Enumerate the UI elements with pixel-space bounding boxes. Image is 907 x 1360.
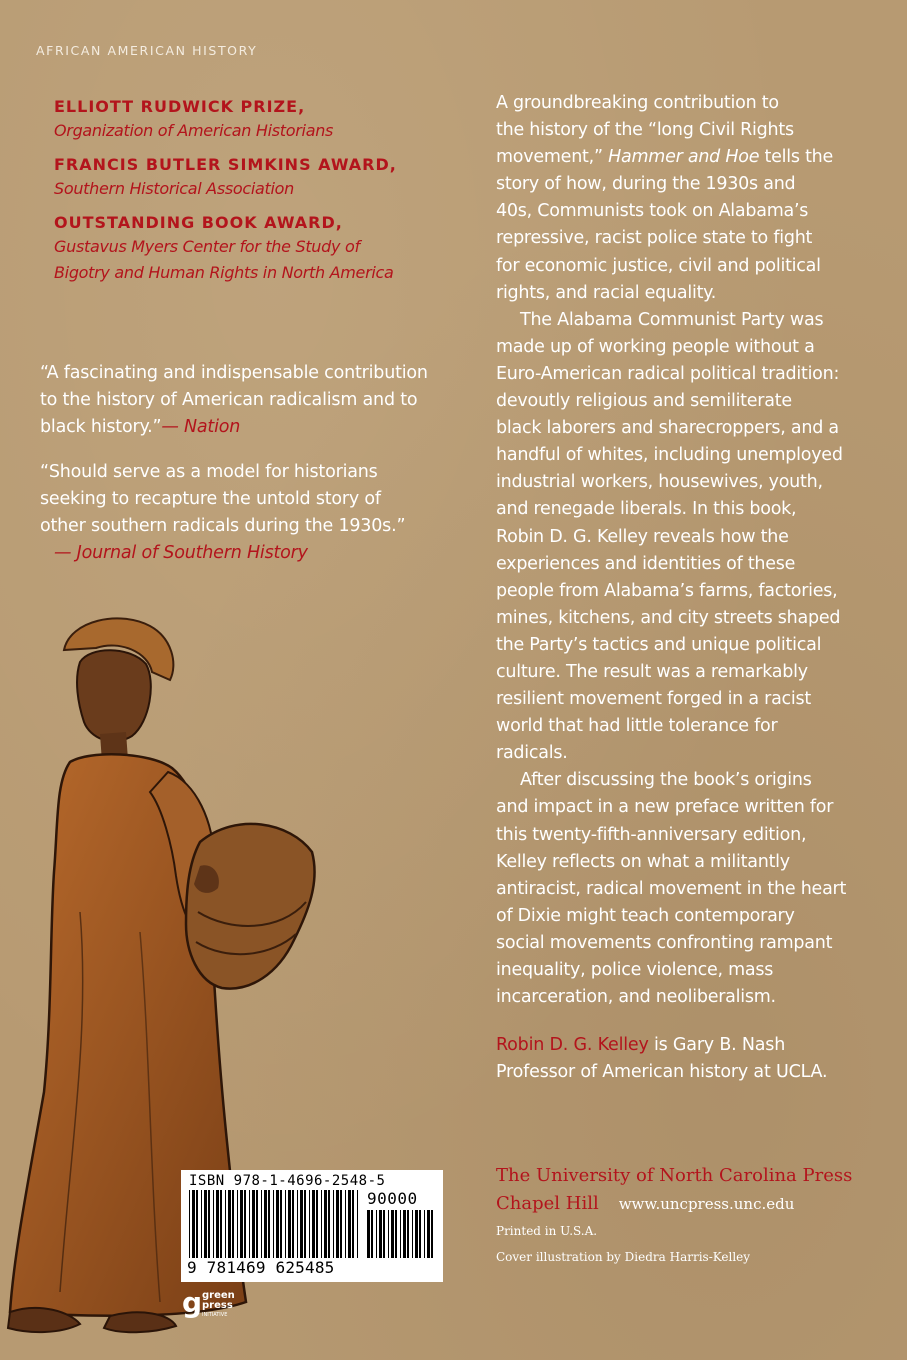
face-shape (77, 650, 151, 741)
logo-line: INITIATIVE (202, 1312, 228, 1318)
category-label: AFRICAN AMERICAN HISTORY (36, 43, 258, 58)
desc-line: The Alabama Communist Party was (520, 309, 824, 330)
desc-line: Robin D. G. Kelley reveals how the (496, 526, 789, 547)
award-item (54, 96, 454, 144)
desc-line: this twenty-fifth-anniversary edition, (496, 824, 807, 845)
book-description (496, 90, 868, 1011)
quote-line: seeking to recapture the untold story of (40, 489, 381, 509)
desc-line: of Dixie might teach contemporary (496, 905, 795, 926)
desc-line: tells the (759, 147, 834, 168)
desc-line: the Party’s tactics and unique political (496, 634, 822, 655)
publisher-url: www.uncpress.unc.edu (618, 1195, 795, 1213)
desc-line: repressive, racist police state to fight (496, 228, 813, 249)
award-organization: Organization of American Historians (54, 121, 334, 140)
logo-line: green (202, 1290, 235, 1301)
desc-line: and renegade liberals. In this book, (496, 499, 797, 520)
desc-line: inequality, police violence, mass (496, 960, 774, 980)
desc-line: culture. The result was a remarkably (496, 661, 808, 682)
desc-line: A groundbreaking contribution to (496, 93, 779, 113)
desc-line: industrial workers, housewives, youth, (496, 472, 823, 493)
desc-line: Kelley reflects on what a militantly (496, 851, 790, 872)
author-name: Robin D. G. Kelley (496, 1035, 649, 1055)
barcode-addon: 90000 (367, 1189, 418, 1208)
desc-line: social movements confronting rampant (496, 932, 833, 953)
review-quote (40, 459, 460, 567)
desc-line: story of how, during the 1930s and (496, 174, 796, 195)
desc-line: black laborers and sharecroppers, and a (496, 418, 839, 439)
desc-line: handful of whites, including unemployed (496, 445, 843, 466)
desc-line: mines, kitchens, and city streets shaped (496, 607, 841, 628)
award-name: OUTSTANDING BOOK AWARD, (54, 213, 343, 232)
description-paragraph (496, 307, 868, 768)
publisher-block (496, 1162, 886, 1270)
printed-note: Printed in U.S.A. (496, 1224, 598, 1238)
desc-line: world that had little tolerance for (496, 716, 778, 737)
award-organization: Southern Historical Association (54, 179, 294, 198)
desc-line: the history of the “long Civil Rights (496, 120, 794, 141)
quote-source: — Journal of Southern History (54, 543, 308, 563)
review-quotes (40, 360, 460, 585)
quote-line: other southern radicals during the 1930s.” (40, 516, 406, 536)
desc-line: experiences and identities of these (496, 553, 796, 574)
bio-text: is Gary B. Nash (648, 1035, 786, 1055)
desc-line: movement,” (496, 147, 609, 168)
desc-line: made up of working people without a (496, 336, 815, 357)
quote-source: — Nation (161, 417, 241, 437)
review-quote (40, 360, 460, 441)
desc-line: people from Alabama’s farms, factories, (496, 580, 838, 601)
green-press-logo (182, 1286, 262, 1320)
basket-shape (186, 824, 315, 989)
award-organization: Bigotry and Human Rights in North America (54, 263, 394, 282)
description-paragraph (496, 767, 868, 1011)
desc-line: incarceration, and neoliberalism. (496, 987, 776, 1008)
desc-line: and impact in a new preface written for (496, 797, 834, 818)
awards-list (54, 96, 454, 296)
desc-line: for economic justice, civil and political (496, 255, 821, 276)
logo-line: press (202, 1300, 233, 1311)
book-title: Hammer and Hoe (608, 147, 760, 168)
award-item (54, 154, 454, 202)
desc-line: Euro-American radical political tradition: (496, 363, 840, 384)
publisher-city: Chapel Hill (496, 1193, 599, 1214)
desc-line: radicals. (496, 743, 568, 764)
addon-bars-icon (367, 1210, 433, 1258)
isbn-barcode (181, 1170, 443, 1282)
award-name: ELLIOTT RUDWICK PRIZE, (54, 97, 306, 116)
quote-line: to the history of American radicalism and to (40, 390, 418, 410)
desc-line: antiracist, radical movement in the heart (496, 878, 847, 899)
desc-line: rights, and racial equality. (496, 282, 717, 303)
quote-line: black history.” (40, 417, 162, 437)
desc-line: After discussing the book’s origins (520, 770, 812, 791)
award-organization: Gustavus Myers Center for the Study of (54, 237, 360, 256)
quote-line: “A fascinating and indispensable contribution (40, 363, 428, 383)
quote-line: “Should serve as a model for historians (40, 462, 378, 482)
desc-line: resilient movement forged in a racist (496, 689, 812, 710)
barcode-bars-icon (189, 1190, 359, 1258)
award-item (54, 212, 454, 286)
publisher-name: The University of North Carolina Press (496, 1165, 853, 1186)
description-paragraph (496, 90, 868, 307)
award-name: FRANCIS BUTLER SIMKINS AWARD, (54, 155, 397, 174)
desc-line: 40s, Communists took on Alabama’s (496, 201, 809, 222)
isbn-label: ISBN 978-1-4696-2548-5 (189, 1173, 386, 1189)
barcode-digits: 9 781469 625485 (187, 1258, 335, 1277)
illustration-credit: Cover illustration by Diedra Harris-Kelley (496, 1250, 751, 1264)
author-bio (496, 1032, 876, 1086)
desc-line: devoutly religious and semiliterate (496, 391, 792, 412)
bio-text: Professor of American history at UCLA. (496, 1062, 828, 1082)
logo-g-icon: g (182, 1286, 203, 1319)
publisher-city-row (496, 1190, 886, 1218)
